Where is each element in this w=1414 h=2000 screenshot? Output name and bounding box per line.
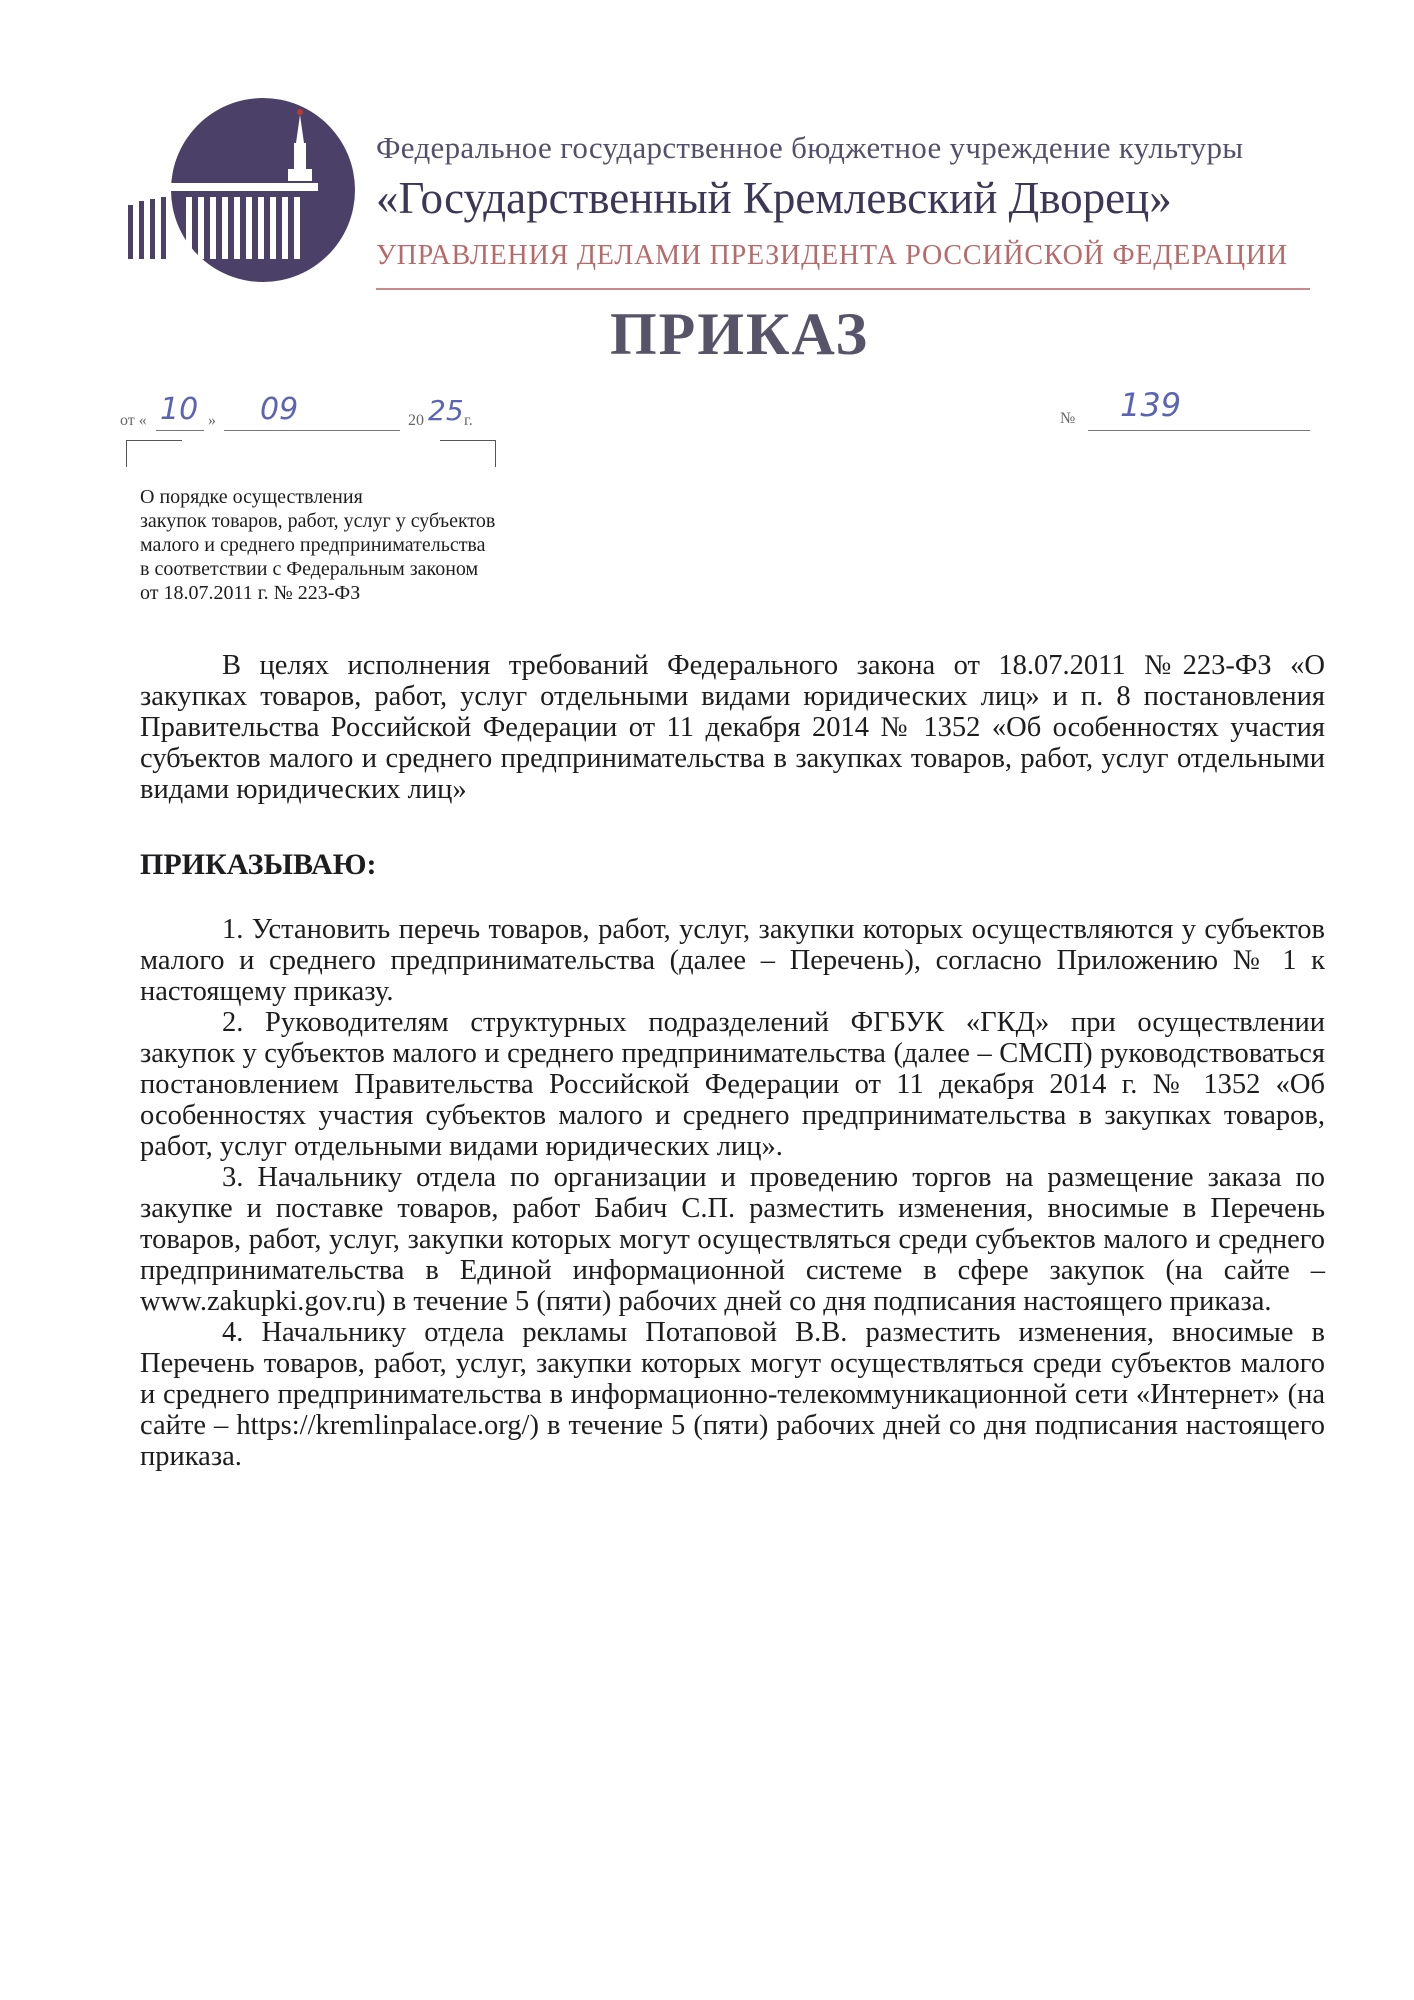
date-year: 25	[428, 394, 464, 427]
order-word: ПРИКАЗЫВАЮ:	[140, 848, 377, 881]
date-field	[120, 392, 500, 438]
subject-line: закупок товаров, работ, услуг у субъектов	[140, 510, 496, 532]
date-month: 09	[260, 392, 299, 427]
document-title: ПРИКАЗ	[610, 301, 870, 367]
bracket-right	[440, 440, 496, 467]
subject-line: О порядке осуществления	[140, 486, 363, 508]
org-name-line2: «Государственный Кремлевский Дворец»	[376, 173, 1172, 223]
order-item-2: 2. Руководителям структурных подразделений ФГБУК «ГКД» при осуществлении закупок у субъектов малого и среднего предпринимательства (далее – СМСП) руководствоваться постановлением Правительства Российской Федерации от 11 декабря 2014 г. № 1352 «Об особенностях участия субъектов малого и среднего предпринимательства в закупках товаров, работ, услуг отдельными видами юридических лиц».	[140, 1007, 1325, 1162]
org-name-line1: Федеральное государственное бюджетное учреждение культуры	[376, 130, 1244, 165]
order-item-3: 3. Начальнику отдела по организации и проведению торгов на размещение заказа по закупке и поставке товаров, работ Бабич С.П. разместить изменения, вносимые в Перечень товаров, работ, услуг, закупки которых могут осуществляться среди субъектов малого и среднего предпринимательства в Единой информационной системе в сфере закупок (на сайте – www.zakupki.gov.ru) в течение 5 (пяти) рабочих дней со дня подписания настоящего приказа.	[140, 1162, 1325, 1317]
order-subject	[140, 485, 600, 605]
order-item-1: 1. Установить перечь товаров, работ, услуг, закупки которых осуществляются у субъектов малого и среднего предпринимательства (далее – Перечень), согласно Приложению № 1 к настоящему приказу.	[140, 914, 1325, 1007]
order-number: 139	[1120, 386, 1182, 424]
org-name-line3: УПРАВЛЕНИЯ ДЕЛАМИ ПРЕЗИДЕНТА РОССИЙСКОЙ ФЕДЕРАЦИИ	[376, 240, 1288, 271]
kremlin-palace-logo	[128, 95, 368, 285]
order-item-4: 4. Начальнику отдела рекламы Потаповой В.В. разместить изменения, вносимые в Перечень товаров, работ, услуг, закупки которых могут осуществляться среди субъектов малого и среднего предпринимательства в информационно-телекоммуникационной сети «Интернет» (на сайте – https://kremlinpalace.org/) в течение 5 (пяти) рабочих дней со дня подписания настоящего приказа.	[140, 1317, 1325, 1472]
date-mid: »	[208, 412, 216, 429]
bracket-left	[126, 440, 182, 467]
number-label: №	[1060, 410, 1076, 427]
order-number-field	[1060, 386, 1310, 432]
date-suffix: г.	[464, 412, 473, 429]
preamble: В целях исполнения требований Федерального закона от 18.07.2011 №223-ФЗ «О закупках товаров, работ, услуг отдельными видами юридических лиц» и п. 8 постановления Правительства Российской Федерации от 11 декабря 2014 № 1352 «Об особенностях участия субъектов малого и среднего предпринимательства в закупках товаров, работ, услуг отдельными видами юридических лиц»	[140, 650, 1325, 805]
date-year-prefix: 20	[408, 412, 424, 429]
date-day: 10	[160, 392, 199, 427]
header-divider	[376, 288, 1310, 290]
subject-line: в соответствии с Федеральным законом	[140, 558, 479, 580]
subject-line: малого и среднего предпринимательства	[140, 534, 486, 556]
subject-line: от 18.07.2011 г. № 223-ФЗ	[140, 582, 361, 604]
date-prefix: от «	[120, 412, 147, 429]
order-body	[140, 650, 1325, 1472]
